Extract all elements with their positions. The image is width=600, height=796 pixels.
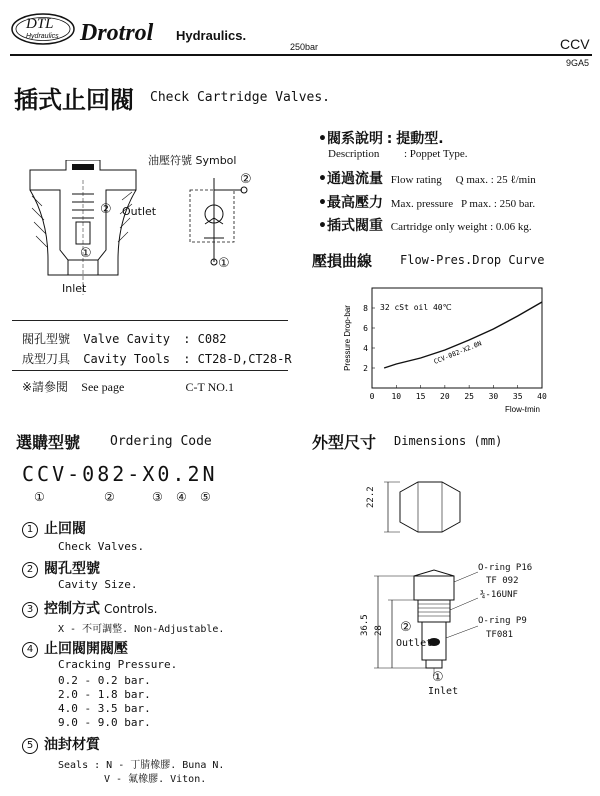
x-tick-label: 30 — [488, 392, 499, 401]
x-tick-label: 25 — [464, 392, 474, 401]
section-outlet-label: Outlet — [122, 205, 157, 218]
dim-port-1: ① — [432, 670, 444, 685]
tf-081: TF081 — [486, 630, 514, 640]
dim-28: 28 — [374, 625, 384, 636]
ordering-code: CCV-082-X0.2N — [22, 462, 218, 486]
chart-annotation: 32 cSt oil 40℃ — [380, 303, 452, 312]
curve-title-zh: 壓損曲線 — [312, 252, 373, 270]
ordering-title-zh: 選購型號 — [16, 433, 81, 452]
dim-22-2: 22.2 — [366, 486, 376, 508]
symbol-port-2: ② — [240, 172, 252, 187]
code-num-3: ③ — [152, 490, 163, 504]
pressure-drop-chart — [338, 280, 548, 416]
header-code: 9GA5 — [566, 58, 590, 68]
ordering-item-3: 3 控制方式 Controls. — [22, 598, 157, 618]
dimensions-title-en: Dimensions (mm) — [394, 434, 503, 448]
header-pressure: 250bar — [290, 42, 319, 52]
cavity-row-3: ※請參閱 See page C-T NO.1 — [22, 380, 234, 394]
cavity-rule-top — [12, 320, 288, 321]
logo — [10, 12, 76, 46]
code-num-2: ② — [104, 490, 115, 504]
y-axis-label: Pressure Drop-bar — [343, 305, 352, 371]
ordering-item-4: 4 止回閥開閥壓 — [22, 638, 128, 658]
x-tick-label: 40 — [537, 392, 547, 401]
code-num-5: ⑤ — [200, 490, 211, 504]
y-tick-label: 8 — [363, 304, 368, 313]
spec-pressure: •最高壓力 Max. pressure P max. : 250 bar. — [318, 195, 536, 211]
logo-text: DTL — [26, 16, 54, 32]
x-tick-label: 35 — [512, 392, 523, 401]
series-label: CCV-082-X2.0N — [432, 339, 483, 366]
oring-p16: O-ring P16 — [478, 563, 533, 573]
spec-description: •閥系說明 : 提動型. — [318, 131, 444, 147]
x-tick-label: 10 — [391, 392, 402, 401]
tf-092: TF 092 — [486, 576, 519, 586]
check-valve-symbol — [188, 178, 258, 268]
x-tick-label: 15 — [415, 392, 426, 401]
ordering-item-1: 1 止回閥 — [22, 518, 86, 538]
spec-desc-value-zh: 提動型. — [396, 131, 444, 147]
code-num-4: ④ — [176, 490, 187, 504]
x-tick-label: 0 — [369, 392, 375, 401]
brand-name: Drotrol — [80, 20, 154, 46]
spec-desc-zh: 閥系說明 — [326, 131, 383, 147]
thread-unf: ¾-16UNF — [480, 590, 518, 600]
valve-section-drawing — [28, 160, 138, 300]
brand-sub: Hydraulics. — [176, 28, 247, 43]
title-zh: 插式止回閥 — [14, 86, 134, 114]
y-tick-label: 6 — [363, 324, 368, 333]
y-tick-label: 2 — [363, 364, 368, 373]
ordering-title-en: Ordering Code — [110, 434, 212, 449]
dimension-drawing — [370, 478, 500, 678]
dimensions-title-zh: 外型尺寸 — [312, 433, 377, 452]
curve-title-en: Flow-Pres.Drop Curve — [400, 253, 545, 267]
header-model: CCV — [560, 36, 590, 52]
x-tick-label: 20 — [440, 392, 450, 401]
dim-36-5: 36.5 — [360, 614, 370, 636]
logo-sub: Hydraulics — [26, 33, 59, 40]
dim-inlet: Inlet — [428, 686, 459, 697]
title-en: Check Cartridge Valves. — [150, 90, 331, 105]
header-rule — [10, 54, 592, 56]
y-tick-label: 4 — [363, 344, 368, 353]
x-axis-label: Flow-ℓmin — [504, 405, 540, 414]
symbol-port-1: ① — [218, 256, 230, 271]
ordering-item-5: 5 油封材質 — [22, 734, 100, 754]
code-num-1: ① — [34, 490, 45, 504]
spec-desc-en: Description — [328, 148, 380, 160]
section-port-2: ② — [100, 202, 112, 217]
spec-desc-value: : Poppet Type. — [404, 148, 468, 160]
oring-p9: O-ring P9 — [478, 616, 527, 626]
ordering-item-2: 2 閥孔型號 — [22, 558, 100, 578]
cavity-rule-bottom — [12, 370, 288, 371]
spec-flow: •通過流量 Flow rating Q max. : 25 ℓ/min — [318, 171, 536, 187]
cavity-row-2: 成型刀具 Cavity Tools : CT28-D,CT28-R — [22, 352, 292, 366]
section-port-1: ① — [80, 246, 92, 261]
dim-outlet: Outlet — [396, 638, 433, 649]
dim-port-2: ② — [400, 620, 412, 635]
spec-weight: •插式閥重 Cartridge only weight : 0.06 kg. — [318, 218, 532, 234]
symbol-label: 油壓符號 Symbol — [148, 154, 237, 167]
cavity-row-1: 閥孔型號 Valve Cavity : C082 — [22, 332, 227, 346]
section-inlet-label: Inlet — [62, 282, 87, 295]
